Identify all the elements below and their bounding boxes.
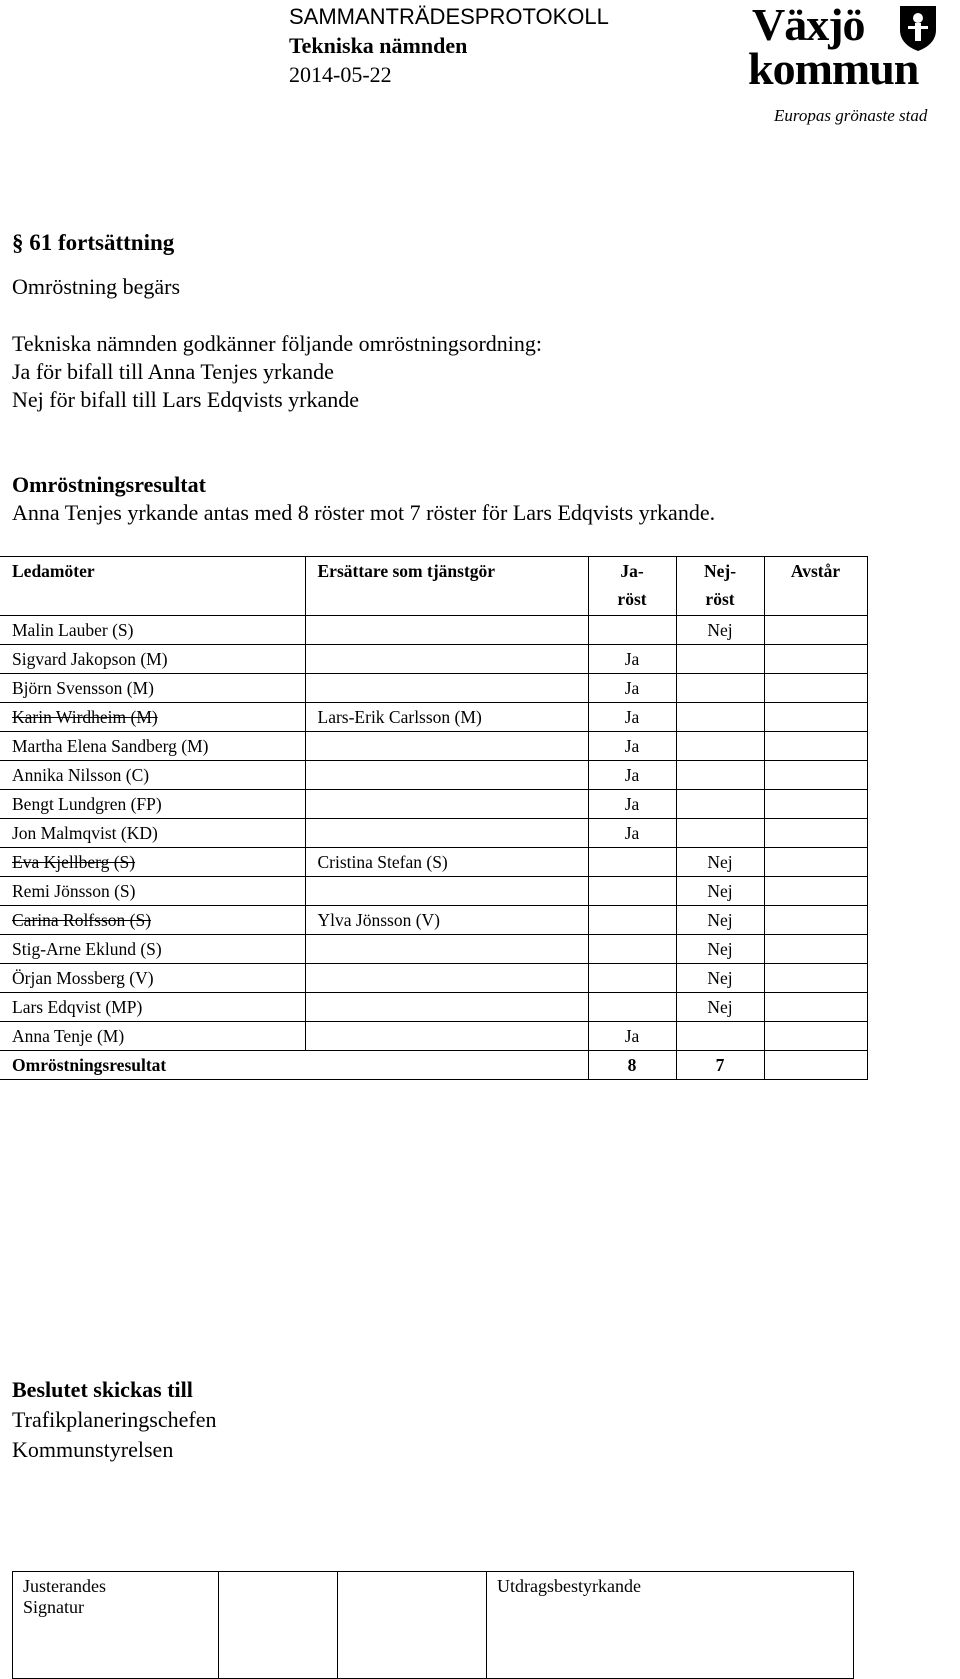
substitute-cell (305, 761, 588, 790)
abstain-cell (764, 848, 867, 877)
abstain-cell (764, 761, 867, 790)
table-row (0, 645, 867, 674)
table-row (0, 674, 867, 703)
yes-cell: Ja (588, 645, 676, 674)
substitute-cell (305, 732, 588, 761)
paragraph-heading: § 61 fortsättning (12, 230, 175, 255)
yes-cell (588, 877, 676, 906)
member-cell: Martha Elena Sandberg (M) (0, 732, 305, 761)
abstain-cell (764, 703, 867, 732)
logo-word-1: Växjö (752, 0, 865, 50)
abstain-cell (764, 819, 867, 848)
no-cell (676, 1022, 764, 1051)
table-row (0, 819, 867, 848)
member-cell: Annika Nilsson (C) (0, 761, 305, 790)
logo-word-2: kommun (748, 43, 919, 94)
no-cell: Nej (676, 993, 764, 1022)
abstain-cell (764, 1022, 867, 1051)
yes-cell (588, 993, 676, 1022)
abstain-cell (764, 790, 867, 819)
substitute-cell (305, 877, 588, 906)
vaxjo-kommun-logo (748, 0, 960, 130)
table-row (0, 703, 867, 732)
substitute-cell: Cristina Stefan (S) (305, 848, 588, 877)
member-cell: Stig-Arne Eklund (S) (0, 935, 305, 964)
total-no: 7 (676, 1051, 764, 1080)
substitute-cell (305, 964, 588, 993)
table-row (0, 877, 867, 906)
struck-member-name: Eva Kjellberg (S) (12, 851, 136, 872)
header-substitutes: Ersättare som tjänstgör (305, 557, 588, 616)
yes-cell (588, 616, 676, 645)
table-row (0, 761, 867, 790)
member-cell: Lars Edqvist (MP) (0, 993, 305, 1022)
abstain-cell (764, 645, 867, 674)
substitute-cell (305, 1022, 588, 1051)
yes-cell: Ja (588, 703, 676, 732)
yes-cell: Ja (588, 761, 676, 790)
signature-field-1 (219, 1572, 338, 1679)
vote-order-yes: Ja för bifall till Anna Tenjes yrkande (12, 359, 334, 384)
member-cell (0, 703, 305, 732)
total-label: Omröstningsresultat (0, 1051, 588, 1080)
vote-order-no: Nej för bifall till Lars Edqvists yrkande (12, 387, 360, 412)
total-yes: 8 (588, 1051, 676, 1080)
extract-certification-cell (487, 1572, 854, 1679)
abstain-cell (764, 964, 867, 993)
result-text: Anna Tenjes yrkande antas med 8 röster mot 7 röster för Lars Edqvists yrkande. (12, 500, 716, 525)
distribution-heading: Beslutet skickas till (12, 1377, 193, 1402)
abstain-cell (764, 616, 867, 645)
header-members: Ledamöter (0, 557, 305, 616)
abstain-cell (764, 674, 867, 703)
member-cell (0, 906, 305, 935)
table-row (0, 848, 867, 877)
no-cell: Nej (676, 906, 764, 935)
member-cell: Malin Lauber (S) (0, 616, 305, 645)
no-cell (676, 703, 764, 732)
coat-of-arms-icon (896, 4, 940, 52)
recipient-item: Kommunstyrelsen (12, 1437, 174, 1462)
no-cell (676, 761, 764, 790)
signature-label-cell (13, 1572, 219, 1679)
no-cell (676, 674, 764, 703)
yes-cell (588, 935, 676, 964)
substitute-cell (305, 674, 588, 703)
substitute-cell (305, 935, 588, 964)
substitute-cell: Ylva Jönsson (V) (305, 906, 588, 935)
yes-cell: Ja (588, 732, 676, 761)
table-row (0, 993, 867, 1022)
header-abstain: Avstår (764, 557, 867, 616)
yes-cell (588, 848, 676, 877)
document-type: SAMMANTRÄDESPROTOKOLL (289, 4, 609, 29)
vote-table (0, 556, 868, 1080)
no-cell: Nej (676, 848, 764, 877)
table-row (0, 616, 867, 645)
no-cell: Nej (676, 964, 764, 993)
signature-field-2 (338, 1572, 487, 1679)
abstain-cell (764, 732, 867, 761)
member-cell: Björn Svensson (M) (0, 674, 305, 703)
signature-box (12, 1571, 854, 1679)
table-row (0, 906, 867, 935)
no-cell (676, 819, 764, 848)
no-cell (676, 790, 764, 819)
abstain-cell (764, 877, 867, 906)
no-cell: Nej (676, 935, 764, 964)
member-cell: Örjan Mossberg (V) (0, 964, 305, 993)
yes-cell: Ja (588, 819, 676, 848)
recipient-item: Trafikplaneringschefen (12, 1407, 217, 1432)
substitute-cell (305, 790, 588, 819)
yes-cell: Ja (588, 1022, 676, 1051)
committee-name: Tekniska nämnden (289, 33, 468, 58)
total-abstain (764, 1051, 867, 1080)
member-cell: Jon Malmqvist (KD) (0, 819, 305, 848)
substitute-cell (305, 993, 588, 1022)
no-cell (676, 732, 764, 761)
header-no: Nej- röst (676, 557, 764, 616)
table-row (0, 1022, 867, 1051)
table-row (0, 935, 867, 964)
yes-cell: Ja (588, 674, 676, 703)
member-cell: Bengt Lundgren (FP) (0, 790, 305, 819)
signature-label-2: Signatur (23, 1597, 84, 1617)
struck-member-name: Karin Wirdheim (M) (12, 706, 158, 727)
no-cell (676, 645, 764, 674)
table-row (0, 964, 867, 993)
no-cell: Nej (676, 877, 764, 906)
member-cell: Sigvard Jakopson (M) (0, 645, 305, 674)
vote-order-intro: Tekniska nämnden godkänner följande omröstningsordning: (12, 331, 543, 356)
extract-label: Utdragsbestyrkande (497, 1576, 641, 1596)
struck-member-name: Carina Rolfsson (S) (12, 909, 152, 930)
substitute-cell: Lars-Erik Carlsson (M) (305, 703, 588, 732)
abstain-cell (764, 935, 867, 964)
substitute-cell (305, 645, 588, 674)
yes-cell (588, 964, 676, 993)
vote-requested-text: Omröstning begärs (12, 274, 181, 299)
table-row (0, 732, 867, 761)
logo-tagline: Europas grönaste stad (774, 106, 928, 125)
substitute-cell (305, 616, 588, 645)
meeting-date: 2014-05-22 (289, 62, 392, 87)
header-yes: Ja- röst (588, 557, 676, 616)
member-cell (0, 848, 305, 877)
signature-label-1: Justerandes (23, 1576, 106, 1596)
yes-cell: Ja (588, 790, 676, 819)
document-header (289, 2, 609, 89)
total-row (0, 1051, 867, 1080)
substitute-cell (305, 819, 588, 848)
no-cell: Nej (676, 616, 764, 645)
result-heading: Omröstningsresultat (12, 472, 206, 497)
abstain-cell (764, 993, 867, 1022)
abstain-cell (764, 906, 867, 935)
yes-cell (588, 906, 676, 935)
member-cell: Anna Tenje (M) (0, 1022, 305, 1051)
table-row (0, 790, 867, 819)
vote-table-header (0, 557, 867, 616)
member-cell: Remi Jönsson (S) (0, 877, 305, 906)
